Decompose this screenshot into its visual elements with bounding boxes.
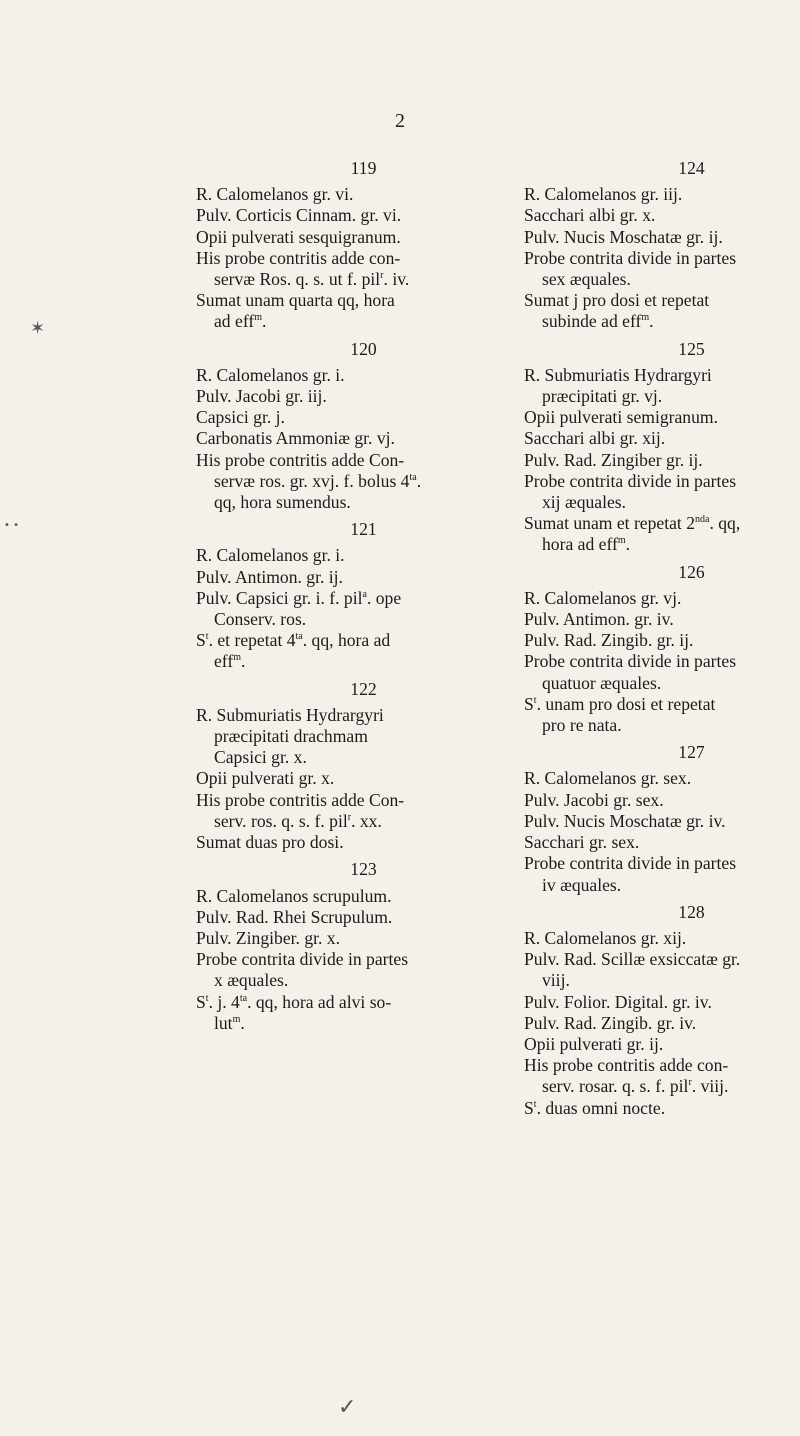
recipe-line: [524, 992, 800, 1013]
line-text: R. Calomelanos gr. i.: [196, 545, 345, 566]
recipe-line: [524, 609, 800, 630]
line-text: R. Calomelanos gr. vj.: [524, 587, 682, 608]
recipe-line: [524, 184, 800, 205]
line-text: S: [196, 630, 206, 651]
line-text: eff: [214, 651, 234, 672]
recipe-line: [524, 1034, 800, 1055]
line-superscript: t: [205, 992, 209, 1004]
recipe-line: [524, 853, 800, 874]
recipe-number: 119: [350, 158, 377, 178]
line-text: Pulv. Rad. Zingib. gr. iv.: [524, 1012, 697, 1033]
recipe-line: [196, 428, 531, 449]
recipe-123: [196, 859, 531, 1034]
line-text: Capsici gr. j.: [196, 407, 285, 428]
recipe-line: [524, 1098, 800, 1119]
line-text: Probe contrita divide in partes: [524, 247, 737, 268]
line-text-after: .: [625, 534, 631, 555]
recipe-121: [196, 519, 531, 672]
line-text: Probe contrita divide in partes: [524, 470, 737, 491]
line-text: Sumat j pro dosi et repetat: [524, 290, 710, 311]
line-superscript: m: [233, 652, 241, 664]
line-text: Opii pulverati gr. x.: [196, 768, 335, 789]
recipe-line: [524, 386, 800, 407]
recipe-line: [196, 609, 531, 630]
line-text: Carbonatis Ammoniæ gr. vj.: [196, 428, 395, 449]
recipe-line: [524, 269, 800, 290]
line-text: Pulv. Jacobi gr. iij.: [196, 386, 327, 407]
recipe-line: [196, 992, 531, 1013]
line-text: qq, hora sumendus.: [214, 492, 351, 513]
recipe-line: [524, 407, 800, 428]
line-text: sex æquales.: [542, 269, 631, 290]
recipe-124: [524, 158, 800, 333]
recipe-line: [196, 705, 531, 726]
line-superscript: ta: [239, 992, 248, 1004]
recipe-119: [196, 158, 531, 333]
line-text: Sumat duas pro dosi.: [196, 832, 344, 853]
recipe-line: [196, 311, 531, 332]
line-text: Pulv. Antimon. gr. iv.: [524, 609, 674, 630]
recipe-line: [196, 949, 531, 970]
recipe-120: [196, 339, 531, 514]
line-text: Pulv. Rad. Rhei Scrupulum.: [196, 906, 393, 927]
line-text: Sacchari albi gr. x.: [524, 205, 656, 226]
line-text-after: .: [416, 470, 422, 491]
line-superscript: m: [232, 1013, 241, 1025]
line-text: His probe contritis adde con-: [524, 1055, 729, 1076]
recipe-line: [196, 907, 531, 928]
recipe-number: 127: [678, 742, 705, 763]
line-text: R. Calomelanos gr. xij.: [524, 927, 687, 948]
line-text: Sacchari albi gr. xij.: [524, 428, 666, 449]
line-text: x æquales.: [214, 970, 289, 991]
line-text: R. Calomelanos gr. sex.: [524, 768, 692, 789]
recipe-line: [196, 970, 531, 991]
line-text: Pulv. Antimon. gr. ij.: [196, 566, 343, 587]
line-superscript: t: [205, 631, 209, 643]
recipe-line: [524, 790, 800, 811]
recipe-line: [196, 928, 531, 949]
line-superscript: nda: [695, 514, 710, 526]
line-text: Probe contrita divide in partes: [196, 949, 409, 970]
line-superscript: m: [254, 312, 262, 324]
recipe-line: [524, 492, 800, 513]
line-text-after: . ope: [366, 587, 402, 608]
recipe-line: [524, 651, 800, 672]
recipe-line: [524, 1013, 800, 1034]
recipe-line: [196, 545, 531, 566]
recipe-number: 122: [350, 678, 377, 699]
line-text: Pulv. Jacobi gr. sex.: [524, 789, 664, 810]
recipe-line: [196, 811, 531, 832]
recipe-number: 124: [678, 158, 705, 178]
line-text-after: . duas omni nocte.: [536, 1097, 666, 1118]
line-superscript: m: [617, 535, 626, 547]
line-text-after: .: [649, 311, 654, 332]
line-text: Conserv. ros.: [214, 609, 307, 630]
recipe-line: [196, 567, 531, 588]
line-text: lut: [214, 1012, 233, 1033]
recipe-122: [196, 679, 531, 854]
line-text-after: . qq, hora ad: [302, 630, 391, 651]
line-superscript: a: [362, 589, 367, 600]
recipe-line: [196, 651, 531, 672]
line-text: Opii pulverati gr. ij.: [524, 1033, 664, 1054]
line-text-after: .: [240, 1012, 245, 1033]
line-text: Pulv. Folior. Digital. gr. iv.: [524, 991, 712, 1012]
recipe-126: [524, 562, 800, 737]
line-superscript: r: [688, 1077, 692, 1089]
recipe-line: [196, 832, 531, 853]
recipe-line: [524, 1055, 800, 1076]
line-text: ad eff: [214, 311, 255, 332]
line-text-after: . et repetat 4: [208, 630, 296, 651]
recipe-line: [524, 588, 800, 609]
recipe-line: [524, 630, 800, 651]
page-number: 2: [395, 110, 405, 132]
recipe-line: [524, 513, 800, 534]
recipe-number: 126: [678, 561, 705, 582]
recipe-line: [196, 365, 531, 386]
margin-dots-icon: • •: [4, 520, 19, 531]
recipe-line: [524, 450, 800, 471]
recipe-line: [524, 811, 800, 832]
recipe-line: [524, 673, 800, 694]
recipe-line: [196, 747, 531, 768]
line-text-after: . j. 4: [208, 991, 240, 1012]
recipe-line: [196, 471, 531, 492]
line-text: iv æquales.: [542, 874, 622, 895]
line-text: servæ ros. gr. xvj. f. bolus 4: [214, 470, 410, 491]
line-text-after: . viij.: [691, 1076, 729, 1097]
line-superscript: t: [533, 1098, 537, 1110]
recipe-line: [196, 1013, 531, 1034]
line-text: R. Calomelanos gr. i.: [196, 364, 345, 385]
line-text: Pulv. Rad. Scillæ exsiccatæ gr.: [524, 949, 741, 970]
recipe-line: [196, 205, 531, 226]
line-text: Pulv. Zingiber. gr. x.: [196, 927, 341, 948]
recipe-line: [524, 311, 800, 332]
recipe-127: [524, 742, 800, 895]
line-text: His probe contritis adde con-: [196, 247, 401, 268]
recipe-line: [524, 1076, 800, 1097]
line-text-after: . qq, hora ad alvi so-: [247, 991, 392, 1012]
recipe-line: [524, 949, 800, 970]
line-text: Pulv. Capsici gr. i. f. pil: [196, 587, 363, 608]
line-text: Sumat unam quarta qq, hora: [196, 290, 395, 311]
line-text: xij æquales.: [542, 492, 627, 513]
line-text-after: .: [262, 311, 267, 332]
line-superscript: m: [641, 312, 650, 324]
recipe-number: 125: [678, 338, 705, 359]
recipe-line: [524, 970, 800, 991]
recipe-line: [524, 290, 800, 311]
line-superscript: ta: [409, 471, 417, 483]
recipe-125: [524, 339, 800, 556]
line-text: serv. ros. q. s. f. pil: [214, 810, 348, 831]
scan-mark-icon: ✓: [338, 1395, 357, 1420]
line-text: R. Calomelanos scrupulum.: [196, 885, 392, 906]
line-text: Sumat unam et repetat 2: [524, 513, 695, 534]
recipe-line: [196, 386, 531, 407]
line-text-after: . iv.: [383, 269, 410, 290]
recipe-line: [524, 875, 800, 896]
line-text: Pulv. Corticis Cinnam. gr. vi.: [196, 205, 402, 226]
line-text-after: . xx.: [351, 810, 382, 831]
line-text-after: . unam pro dosi et repetat: [536, 693, 716, 714]
recipe-number: 121: [350, 519, 377, 540]
recipe-number: 128: [678, 901, 705, 922]
recipe-line: [524, 768, 800, 789]
margin-mark-icon: ✶: [30, 318, 46, 339]
line-text: Probe contrita divide in partes: [524, 651, 737, 672]
line-text: Pulv. Nucis Moschatæ gr. iv.: [524, 810, 726, 831]
recipe-line: [524, 428, 800, 449]
recipe-line: [524, 227, 800, 248]
line-text: His probe contritis adde Con-: [196, 449, 405, 470]
recipe-line: [524, 694, 800, 715]
line-text: viij.: [542, 970, 570, 991]
recipe-line: [196, 450, 531, 471]
line-text: Opii pulverati sesquigranum.: [196, 226, 401, 247]
line-text: Sacchari gr. sex.: [524, 832, 640, 853]
line-text: Pulv. Rad. Zingib. gr. ij.: [524, 630, 694, 651]
right-column: [524, 158, 800, 1119]
line-text: hora ad eff: [542, 534, 618, 555]
line-superscript: r: [347, 812, 352, 824]
line-text: S: [524, 693, 534, 714]
recipe-line: [196, 290, 531, 311]
line-text: Pulv. Nucis Moschatæ gr. ij.: [524, 226, 723, 247]
line-text: R. Submuriatis Hydrargyri: [524, 364, 712, 385]
left-column: [196, 158, 531, 1034]
line-text: Probe contrita divide in partes: [524, 853, 737, 874]
line-text: præcipitati gr. vj.: [542, 386, 663, 407]
recipe-line: [196, 269, 531, 290]
line-text: S: [196, 991, 206, 1012]
line-text: R. Submuriatis Hydrargyri: [196, 704, 384, 725]
line-text: R. Calomelanos gr. iij.: [524, 184, 683, 205]
line-text: Capsici gr. x.: [214, 747, 307, 768]
line-text: His probe contritis adde Con-: [196, 789, 405, 810]
line-text: Opii pulverati semigranum.: [524, 407, 718, 428]
recipe-line: [524, 365, 800, 386]
line-text: præcipitati drachmam: [214, 726, 368, 747]
recipe-line: [196, 768, 531, 789]
recipe-line: [196, 227, 531, 248]
line-text: R. Calomelanos gr. vi.: [196, 184, 354, 205]
line-text: serv. rosar. q. s. f. pil: [542, 1076, 689, 1097]
line-text: subinde ad eff: [542, 311, 642, 332]
line-superscript: r: [380, 270, 384, 282]
recipe-128: [524, 902, 800, 1119]
recipe-line: [524, 534, 800, 555]
recipe-line: [524, 471, 800, 492]
recipe-line: [524, 205, 800, 226]
recipe-line: [196, 248, 531, 269]
recipe-line: [196, 886, 531, 907]
recipe-line: [196, 630, 531, 651]
recipe-number: 120: [350, 338, 377, 359]
recipe-line: [196, 492, 531, 513]
recipe-line: [196, 790, 531, 811]
recipe-line: [196, 184, 531, 205]
line-text: servæ Ros. q. s. ut f. pil: [214, 269, 381, 290]
recipe-line: [524, 248, 800, 269]
line-text: Pulv. Rad. Zingiber gr. ij.: [524, 449, 703, 470]
line-superscript: ta: [295, 631, 303, 643]
recipe-line: [524, 715, 800, 736]
line-text: pro re nata.: [542, 715, 622, 736]
recipe-line: [196, 726, 531, 747]
recipe-line: [196, 407, 531, 428]
line-text-after: .: [241, 651, 246, 672]
recipe-line: [524, 928, 800, 949]
recipe-number: 123: [350, 859, 377, 880]
line-text: S: [524, 1097, 534, 1118]
recipe-line: [524, 832, 800, 853]
line-superscript: t: [533, 695, 537, 707]
line-text-after: . qq,: [709, 513, 741, 534]
line-text: quatuor æquales.: [542, 672, 662, 693]
recipe-line: [196, 588, 531, 609]
